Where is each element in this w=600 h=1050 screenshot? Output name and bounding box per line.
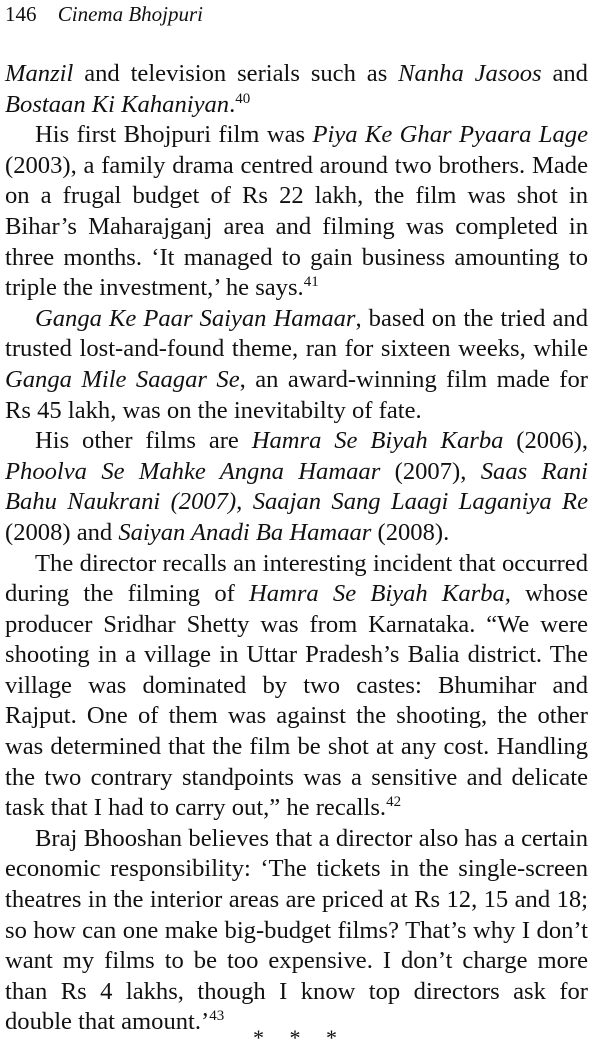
running-title: Cinema Bhojpuri <box>57 2 203 26</box>
text-run: (2008) and <box>5 518 119 546</box>
text-run: His other films are <box>35 427 252 455</box>
italic-title: Manzil <box>5 60 74 87</box>
text-run: (2007), <box>380 457 481 485</box>
text-run: and <box>541 60 588 87</box>
footnote-marker: 41 <box>303 274 319 291</box>
italic-title: Saas Rani Bahu Naukrani (2007), Saajan Sang Laagi Laganiya Re <box>5 457 588 516</box>
paragraph <box>5 824 588 1038</box>
paragraph <box>5 59 588 120</box>
italic-title: Phoolva Se Mahke Angna Hamaar <box>5 457 381 485</box>
text-run: , an award-winning film made for Rs 45 lakh, was on the inevitabilty of fate. <box>5 365 588 424</box>
section-break: * * * <box>253 1025 347 1050</box>
paragraph <box>5 426 588 548</box>
footnote-marker: 43 <box>209 1008 225 1025</box>
paragraph <box>5 549 588 824</box>
text-run: (2008). <box>371 518 450 546</box>
italic-title: Ganga Ke Paar Saiyan Hamaar <box>35 304 356 332</box>
italic-title: Bostaan Ki Kahaniyan <box>5 90 230 118</box>
text-run: The director recalls an interesting incident that occurred during the filming of <box>5 549 588 608</box>
page-number: 146 <box>5 2 37 26</box>
text-run: Braj Bhooshan believes that a director also has a certain economic responsibility: ‘The tickets in the single-screen theatres in the interior areas are priced at Rs 12, 15 and 18; so how can one make big-budget films? That’s why I don’t want my films to be too expensive. I don’t charge more than Rs 4 lakhs, though I know top directors ask for double that amount.’ <box>5 824 588 1036</box>
paragraph <box>5 304 588 426</box>
footnote-marker: 42 <box>386 794 402 811</box>
italic-title: Nanha Jasoos <box>398 60 542 87</box>
text-run: (2006), <box>503 427 588 455</box>
paragraph <box>5 120 588 304</box>
running-header <box>5 1 203 27</box>
text-run: , whose producer Sridhar Shetty was from Karnataka. “We were shooting in a village in Uttar Pradesh’s Balia district. The village was dominated by two castes: Bhumihar and Rajput. One of them was against the shooting, the other was determined that the film be shot at any cost. Handling the two contrary standpoints was a sensitive and delicate task that I had to carry out,” he recalls. <box>5 580 589 822</box>
italic-title: Piya Ke Ghar Pyaara Lage <box>312 121 588 149</box>
italic-title: Saiyan Anadi Ba Hamaar <box>118 518 372 546</box>
text-run: and television serials such as <box>73 60 399 87</box>
text-run: His first Bhojpuri film was <box>35 121 313 149</box>
footnote-marker: 40 <box>235 90 251 107</box>
text-run: (2003), a family drama centred around two brothers. Made on a frugal budget of Rs 22 lakh, the film was shot in Bihar’s Maharajganj area and filming was completed in three months. ‘It managed to gain business amounting to triple the investment,’ he says. <box>5 151 588 302</box>
italic-title: Hamra Se Biyah Karba <box>249 580 505 608</box>
text-run: . <box>229 90 236 118</box>
body-text <box>5 59 588 1038</box>
italic-title: Hamra Se Biyah Karba <box>251 427 504 455</box>
italic-title: Ganga Mile Saagar Se <box>5 365 240 393</box>
text-run: , based on the tried and trusted lost-and-found theme, ran for sixteen weeks, while <box>5 304 589 363</box>
